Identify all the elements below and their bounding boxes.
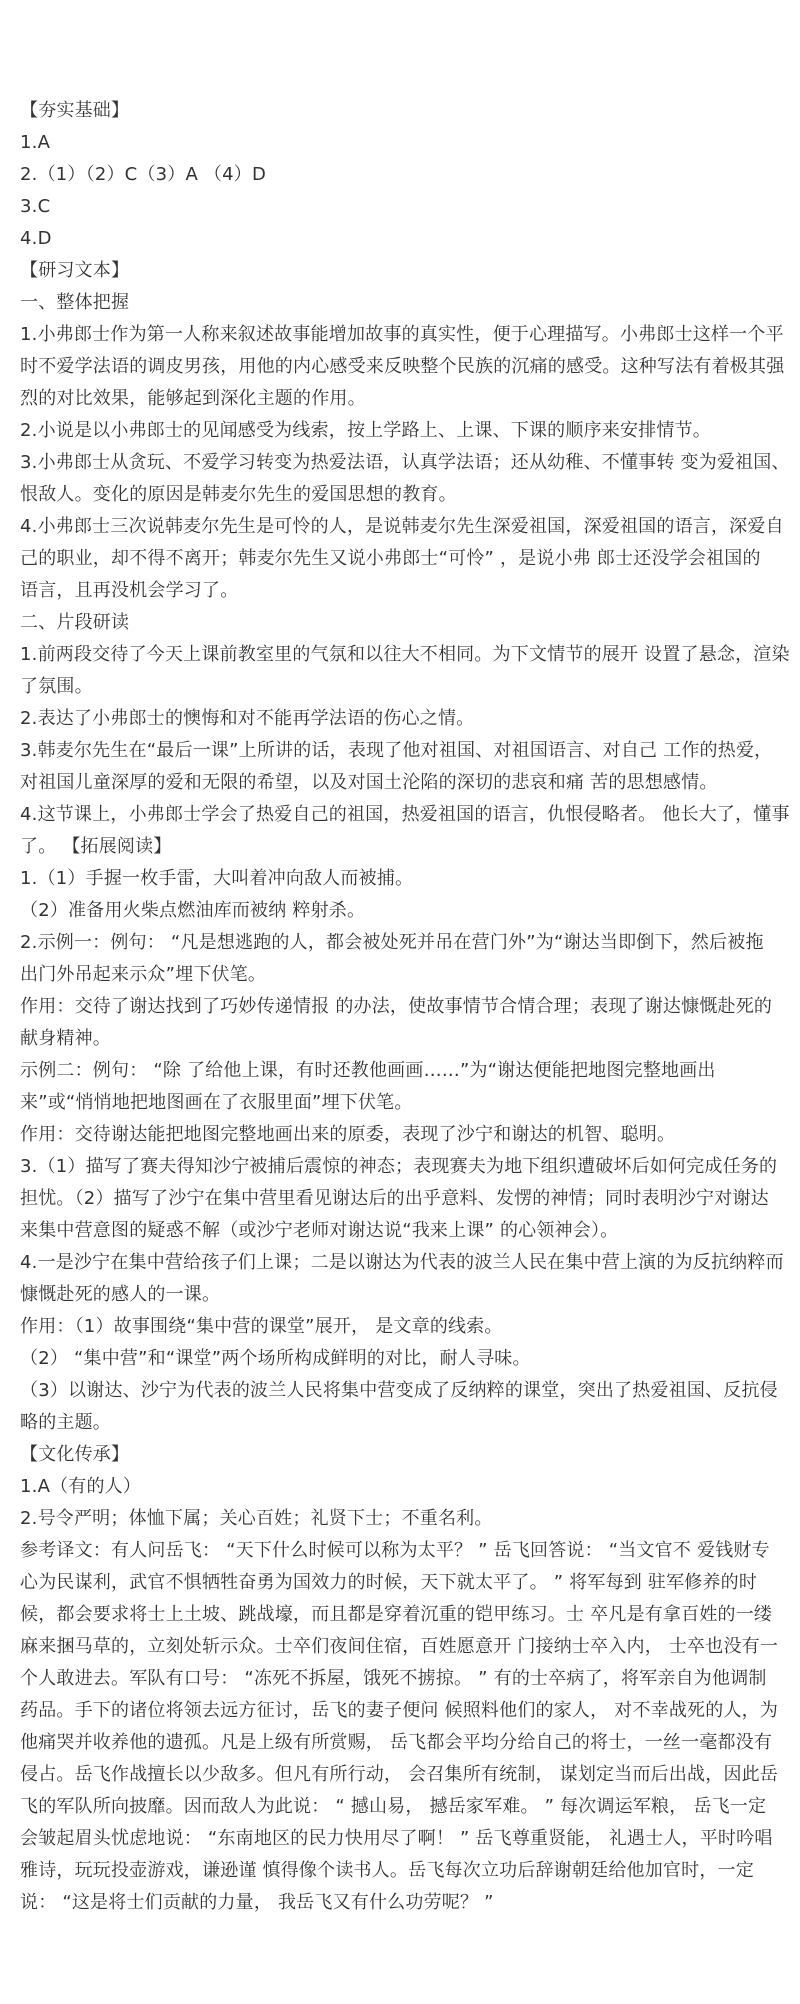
text-line: 来”或“悄悄地把地图画在了衣服里面”埋下伏笔。 — [20, 1092, 413, 1113]
text-line: 麻来捆马草的，立刻处斩示众。士卒们夜间住宿，百姓愿意开 门接纳士卒入内， 士卒也没有一 — [20, 1636, 779, 1657]
text-line: 语言，且再没机会学习了。 — [20, 580, 239, 601]
text-line: 一、整体把握 — [20, 292, 130, 313]
text-line: 己的职业，却不得不离开；韩麦尔先生又说小弗郎士“可怜” ，是说小弗 郎士还没学会祖国的 — [20, 548, 761, 569]
text-line: 3.C — [20, 196, 51, 217]
text-line: 药品。手下的诸位将领去远方征讨，岳飞的妻子便问 候照料他们的家人， 对不幸战死的人，为 — [20, 1700, 779, 1721]
text-line: 【研习文本】 — [20, 260, 130, 281]
text-line: 二、片段研读 — [20, 612, 130, 633]
text-line: （2） “集中营”和“课堂”两个场所构成鲜明的对比，耐人寻味。 — [20, 1348, 531, 1369]
text-line: 2.（1）（2）C（3）A （4）D — [20, 164, 267, 185]
text-line: 略的主题。 — [20, 1412, 111, 1433]
text-line: 恨敌人。变化的原因是韩麦尔先生的爱国思想的教育。 — [20, 484, 457, 505]
text-line: 对祖国儿童深厚的爱和无限的希望，以及对国土沦陷的深切的悲哀和痛 苦的思想感情。 — [20, 772, 718, 793]
text-line: 候，都会要求将士上土坡、跳战壕，而且都是穿着沉重的铠甲练习。士 卒凡是有拿百姓的一缕 — [20, 1604, 773, 1625]
text-line: 3.（1）描写了赛夫得知沙宁被捕后震惊的神态；表现赛夫为地下组织遭破坏后如何完成任务的 — [20, 1156, 778, 1177]
text-line: 作用：交待谢达能把地图完整地画出来的原委，表现了沙宁和谢达的机智、聪明。 — [20, 1124, 676, 1145]
text-line: 会皱起眉头忧虑地说： “东南地区的民力快用尽了啊！ ” 岳飞尊重贤能， 礼遇士人，平时吟唱 — [20, 1828, 773, 1849]
text-line: 来集中营意图的疑惑不解（或沙宁老师对谢达说“我来上课” 的心领神会）。 — [20, 1220, 619, 1241]
text-line: 4.小弗郎士三次说韩麦尔先生是可怜的人，是说韩麦尔先生深爱祖国，深爱祖国的语言，深爱自 — [20, 516, 784, 537]
text-line: 作用：交待了谢达找到了巧妙传递情报 的办法，使故事情节合情合理；表现了谢达慷慨赴死的 — [20, 996, 773, 1017]
text-line: 2.示例一：例句： “凡是想逃跑的人，都会被处死并吊在营门外”为“谢达当即倒下，然后被拖 — [20, 932, 764, 953]
text-line: 【文化传承】 — [20, 1444, 130, 1465]
answer-document — [20, 95, 790, 1919]
text-line: （2）准备用火柴点燃油库而被纳 粹射杀。 — [20, 900, 366, 921]
text-line: 4.一是沙宁在集中营给孩子们上课；二是以谢达为代表的波兰人民在集中营上演的为反抗纳粹而 — [20, 1252, 784, 1273]
text-line: 2.小说是以小弗郎士的见闻感受为线索，按上学路上、上课、下课的顺序来安排情节。 — [20, 420, 711, 441]
text-line: 3.韩麦尔先生在“最后一课”上所讲的话，表现了他对祖国、对祖国语言、对自己 工作的热爱， — [20, 740, 773, 761]
text-line: 2.号令严明；体恤下属；关心百姓；礼贤下士；不重名利。 — [20, 1508, 493, 1529]
text-line: 1.小弗郎士作为第一人称来叙述故事能增加故事的真实性，便于心理描写。小弗郎士这样一个平 — [20, 324, 784, 345]
text-line: 参考译文：有人问岳飞： “天下什么时候可以称为太平？ ” 岳飞回答说： “当文官不 爱钱财专 — [20, 1540, 770, 1561]
text-line: 侵占。岳飞作战擅长以少敌多。但凡有所行动， 会召集所有统制， 谋划定当而后出战，因此岳 — [20, 1764, 779, 1785]
text-line: 【夯实基础】 — [20, 100, 130, 121]
text-line: 了。 【拓展阅读】 — [20, 836, 172, 857]
text-line: 作用：（1）故事围绕“集中营的课堂”展开， 是文章的线索。 — [20, 1316, 503, 1337]
text-line: 出门外吊起来示众”埋下伏笔。 — [20, 964, 267, 985]
text-line: 3.小弗郎士从贪玩、不爱学习转变为热爱法语，认真学法语；还从幼稚、不懂事转 变为爱祖国、 — [20, 452, 790, 473]
text-line: 心为民谋利，武官不惧牺牲奋勇为国效力的时候，天下就太平了。 ” 将军每到 驻军修养的时 — [20, 1572, 758, 1593]
text-line: 献身精神。 — [20, 1028, 111, 1049]
text-line: 时不爱学法语的调皮男孩，用他的内心感受来反映整个民族的沉痛的感受。这种写法有着极其强 — [20, 356, 785, 377]
text-line: 他痛哭并收养他的遗孤。凡是上级有所赏赐， 岳飞都会平均分给自己的将士，一丝一毫都没有 — [20, 1732, 773, 1753]
text-line: 担忧。（2）描写了沙宁在集中营里看见谢达后的出乎意料、发愣的神情；同时表明沙宁对谢达 — [20, 1188, 769, 1209]
text-line: 1.前两段交待了今天上课前教室里的气氛和以往大不相同。为下文情节的展开 设置了悬念，渲染 — [20, 644, 790, 665]
text-line: 说： “这是将士们贡献的力量， 我岳飞又有什么功劳呢？ ” — [20, 1892, 494, 1913]
text-line: 雅诗，玩玩投壶游戏，谦逊谨 慎得像个读书人。岳飞每次立功后辞谢朝廷给他加官时，一定 — [20, 1860, 754, 1881]
text-line: 了氛围。 — [20, 676, 93, 697]
text-line: 4.D — [20, 228, 52, 249]
text-line: 2.表达了小弗郎士的懊悔和对不能再学法语的伤心之情。 — [20, 708, 475, 729]
text-line: 1.A — [20, 132, 51, 153]
text-line: 飞的军队所向披靡。因而敌人为此说： “ 撼山易， 撼岳家军难。 ” 每次调运军粮， 岳飞一定 — [20, 1796, 767, 1817]
text-line: 示例二：例句： “除 了给他上课，有时还教他画画……”为“谢达便能把地图完整地画出 — [20, 1060, 716, 1081]
text-line: 4.这节课上，小弗郎士学会了热爱自己的祖国，热爱祖国的语言，仇恨侵略者。 他长大了，懂事 — [20, 804, 790, 825]
text-line: （3）以谢达、沙宁为代表的波兰人民将集中营变成了反纳粹的课堂，突出了热爱祖国、反抗侵 — [20, 1380, 778, 1401]
text-line: 1.A（有的人） — [20, 1476, 142, 1497]
text-line: 1.（1）手握一枚手雷，大叫着冲向敌人而被捕。 — [20, 868, 414, 889]
text-line: 烈的对比效果，能够起到深化主题的作用。 — [20, 388, 366, 409]
text-line: 慷慨赴死的感人的一课。 — [20, 1284, 221, 1305]
text-line: 个人敢进去。军队有口号： “冻死不拆屋，饿死不掳掠。 ” 有的士卒病了，将军亲自为他调制 — [20, 1668, 767, 1689]
